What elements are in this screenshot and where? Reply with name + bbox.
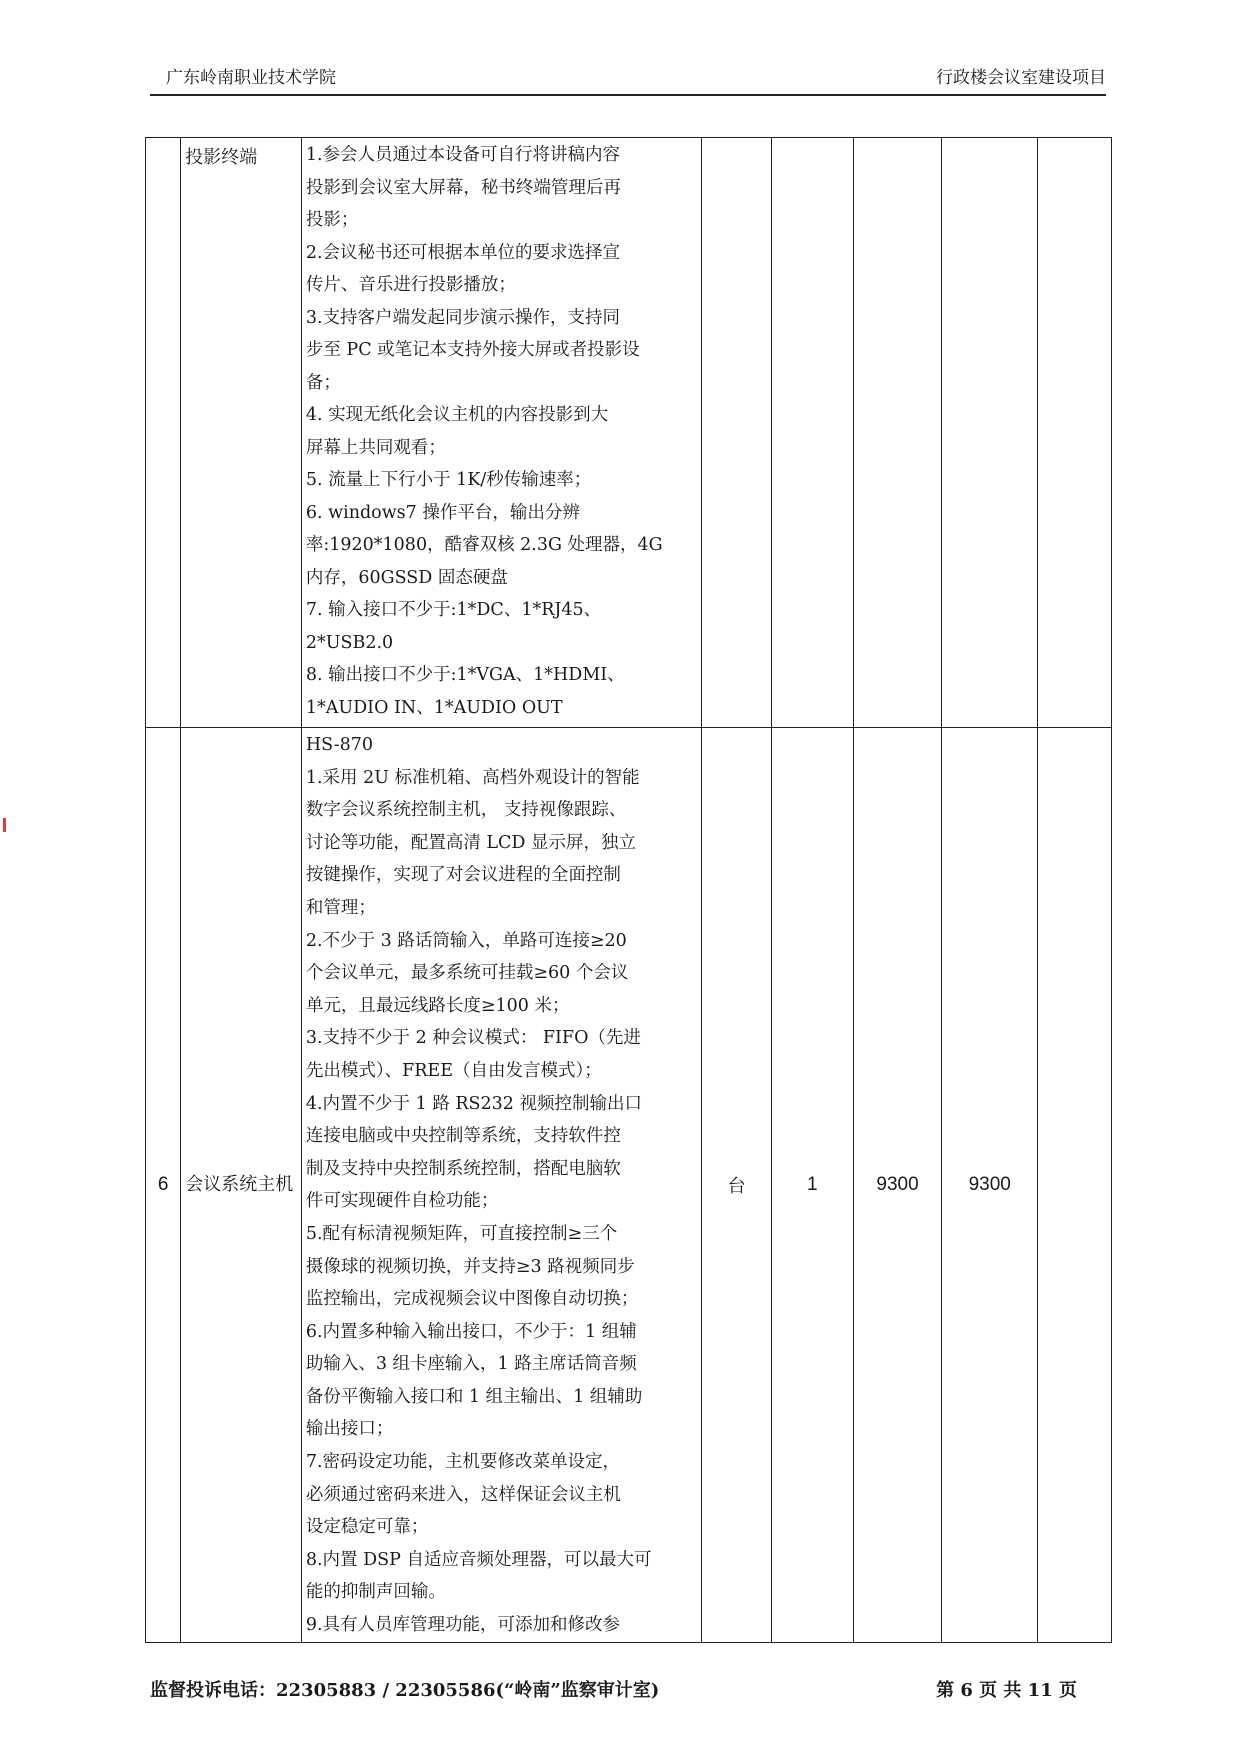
spec-line: 6. windows7 操作平台，输出分辨	[305, 502, 580, 523]
spec-line: 件可实现硬件自检功能；	[305, 1191, 499, 1212]
spec-line: 2.不少于 3 路话筒输入，单路可连接≥20	[305, 930, 627, 951]
item-spec-cell	[301, 728, 702, 1643]
footer-page-number: 第 6 页 共 11 页	[936, 1680, 1077, 1701]
spec-line: 2*USB2.0	[305, 632, 394, 653]
spec-line: 7.密码设定功能，主机要修改菜单设定，	[305, 1452, 621, 1473]
spec-line: 设定稳定可靠；	[305, 1517, 429, 1538]
spec-line: 单元，且最远线路长度≥100 米；	[305, 995, 570, 1016]
spec-line: 率:1920*1080，酷睿双核 2.3G 处理器，4G	[305, 535, 663, 555]
spec-line: 连接电脑或中央控制等系统，支持软件控	[305, 1126, 621, 1147]
spec-line: HS-870	[305, 735, 374, 755]
spec-line: 能的抑制声回输。	[305, 1582, 446, 1603]
spec-line: 5.配有标清视频矩阵，可直接控制≥三个	[305, 1223, 618, 1244]
note-cell	[1037, 138, 1111, 728]
spec-line: 必须通过密码来进入，这样保证会议主机	[305, 1484, 621, 1505]
spec-line: 数字会议系统控制主机， 支持视像跟踪、	[305, 800, 627, 821]
equipment-spec-table	[145, 137, 1112, 1643]
total-price-cell	[942, 138, 1038, 728]
spec-line: 7. 输入接口不少于:1*DC、1*RJ45、	[305, 600, 602, 620]
unit-price-cell	[853, 138, 942, 728]
spec-line: 传片、音乐进行投影播放；	[305, 275, 516, 295]
row-index-cell: 6	[146, 728, 181, 1643]
spec-line: 摄像球的视频切换，并支持≥3 路视频同步	[305, 1256, 635, 1277]
note-cell	[1037, 728, 1111, 1643]
spec-line: 4. 实现无纸化会议主机的内容投影到大	[305, 405, 609, 425]
header-project-name: 行政楼会议室建设项目	[936, 68, 1106, 88]
spec-line: 8.内置 DSP 自适应音频处理器，可以最大可	[305, 1549, 652, 1570]
spec-line: 按键操作，实现了对会议进程的全面控制	[305, 865, 621, 886]
spec-line: 6.内置多种输入输出接口，不少于：1 组辅	[305, 1321, 637, 1342]
spec-line: 1*AUDIO IN、1*AUDIO OUT	[305, 697, 563, 718]
total-price-cell: 9300	[942, 728, 1038, 1643]
spec-line: 屏幕上共同观看；	[305, 437, 446, 458]
spec-line: 和管理；	[305, 897, 376, 918]
spec-line: 9.具有人员库管理功能，可添加和修改参	[305, 1615, 621, 1636]
spec-line: 2.会议秘书还可根据本单位的要求选择宣	[305, 242, 621, 263]
spec-line: 投影到会议室大屏幕，秘书终端管理后再	[305, 177, 621, 198]
spec-line: 1.采用 2U 标准机箱、高档外观设计的智能	[305, 767, 640, 788]
header-divider	[150, 94, 1106, 96]
spec-line: 内存，60GSSD 固态硬盘	[305, 567, 508, 588]
spec-line: 制及支持中央控制系统控制，搭配电脑软	[305, 1158, 621, 1179]
spec-line: 步至 PC 或笔记本支持外接大屏或者投影设	[305, 340, 640, 360]
item-spec-cell	[301, 138, 702, 728]
unit-cell: 台	[702, 728, 771, 1643]
scan-margin-mark	[3, 818, 6, 832]
spec-lines	[306, 139, 700, 724]
spec-line: 1.参会人员通过本设备可自行将讲稿内容	[305, 145, 621, 165]
spec-line: 讨论等功能，配置高清 LCD 显示屏，独立	[305, 832, 637, 853]
footer-complaint-phone: 监督投诉电话：22305883 / 22305586(“岭南”监察审计室)	[150, 1680, 660, 1701]
item-name-cell: 会议系统主机	[181, 728, 302, 1643]
spec-line: 备；	[305, 372, 341, 393]
item-name-cell: 投影终端	[181, 138, 302, 728]
spec-line: 先出模式）、FREE（自由发言模式）；	[305, 1060, 602, 1081]
unit-cell	[702, 138, 771, 728]
spec-line: 5. 流量上下行小于 1K/秒传输速率；	[305, 470, 592, 490]
row-index-cell	[146, 138, 181, 728]
unit-price-cell: 9300	[853, 728, 942, 1643]
quantity-cell: 1	[771, 728, 853, 1643]
spec-line: 3.支持不少于 2 种会议模式： FIFO（先进	[305, 1028, 641, 1049]
spec-line: 监控输出，完成视频会议中图像自动切换；	[305, 1289, 639, 1310]
spec-lines	[306, 729, 700, 1642]
table-row	[146, 138, 1112, 728]
spec-line: 输出接口；	[305, 1419, 394, 1440]
spec-line: 备份平衡输入接口和 1 组主输出、1 组辅助	[305, 1386, 643, 1407]
spec-line: 3.支持客户端发起同步演示操作，支持同	[305, 307, 621, 328]
spec-line: 4.内置不少于 1 路 RS232 视频控制输出口	[305, 1093, 643, 1114]
table-row	[146, 728, 1112, 1643]
spec-line: 8. 输出接口不少于:1*VGA、1*HDMI、	[305, 665, 625, 685]
spec-line: 助输入、3 组卡座输入，1 路主席话筒音频	[305, 1354, 637, 1375]
header-school-name: 广东岭南职业技术学院	[166, 68, 336, 88]
spec-line: 个会议单元，最多系统可挂载≥60 个会议	[305, 963, 629, 984]
quantity-cell	[771, 138, 853, 728]
spec-line: 投影；	[305, 210, 359, 230]
